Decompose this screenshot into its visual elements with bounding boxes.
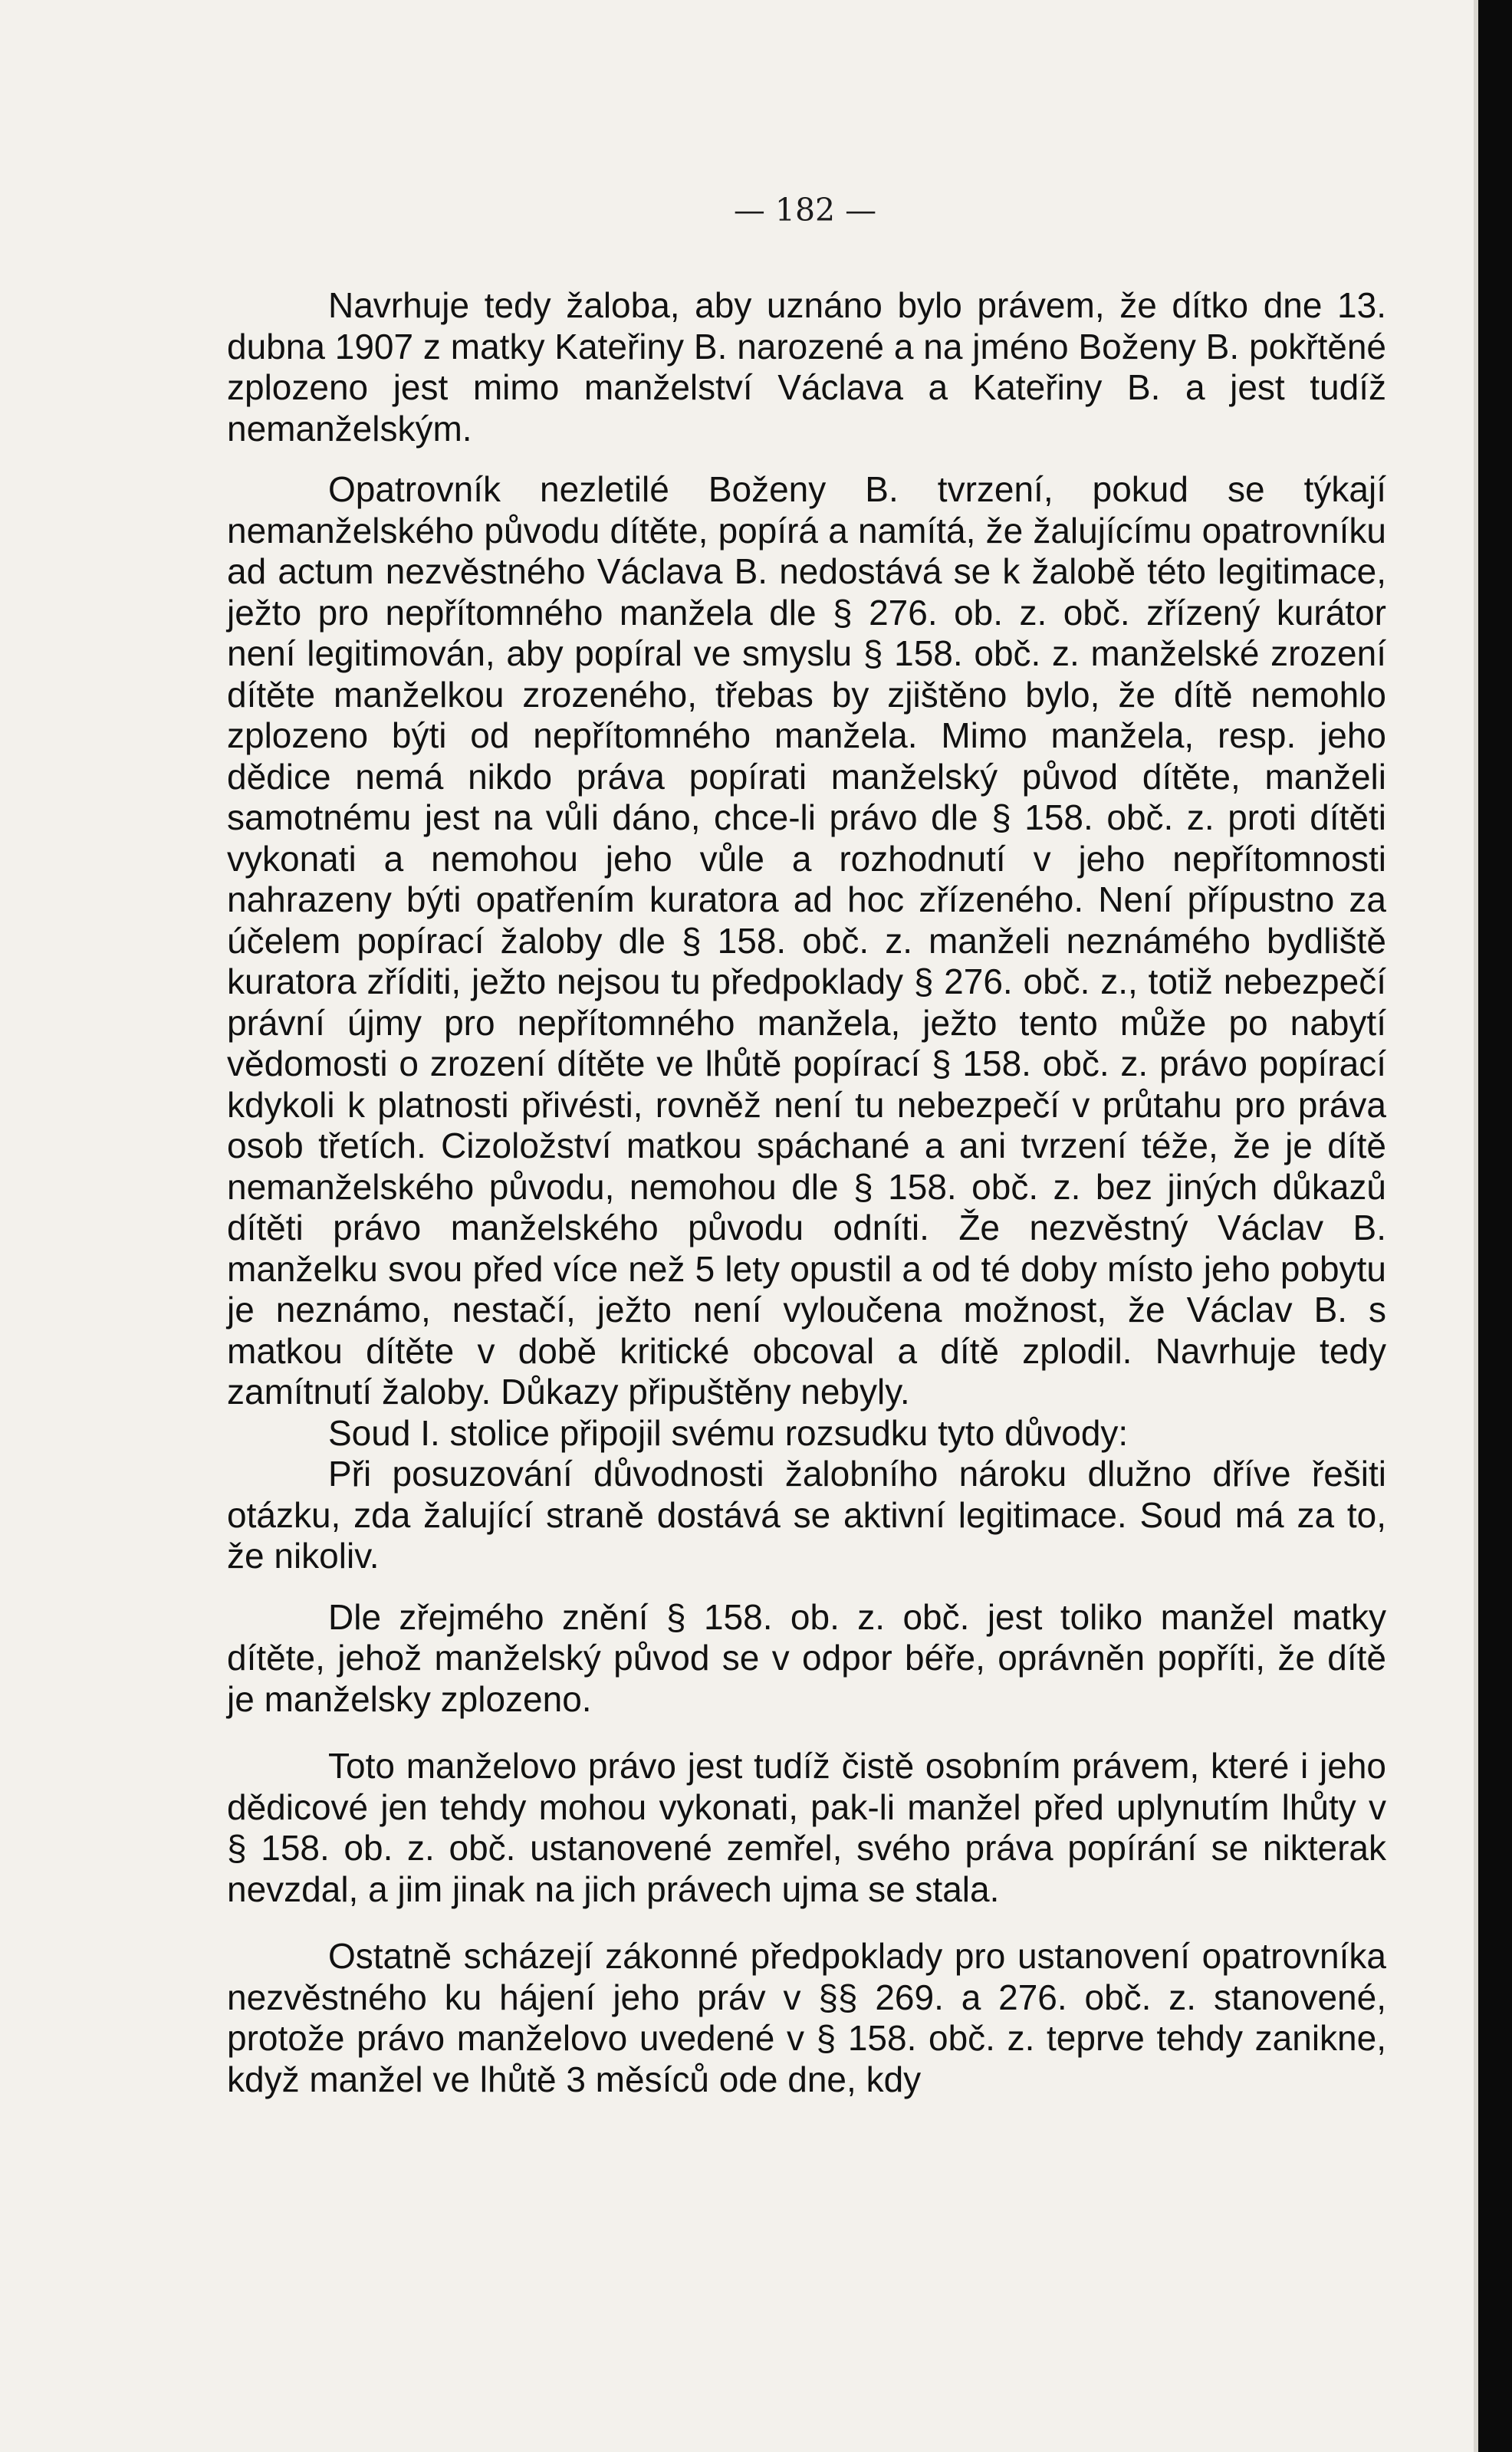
paragraph-7: Ostatně scházejí zákonné předpoklady pro ustanovení opatrovníka nezvěstného ku hájení jeho práv v §§ 269. a 276. obč. z. stanovené, protože právo manželovo uvedené v § 158. obč. z. teprve tehdy zanikne, když manžel ve lhůtě 3 měsíců ode dne, kdy (227, 1936, 1386, 2099)
paragraph-5: Dle zřejmého znění § 158. ob. z. obč. jest toliko manžel matky dítěte, jehož manželský původ se v odpor béře, oprávněn popříti, že dítě je manželsky zplozeno. (227, 1596, 1386, 1719)
paragraph-3: Soud I. stolice připojil svému rozsudku tyto důvody: (328, 1412, 1129, 1453)
body-text (227, 285, 1386, 2100)
paragraph-6: Toto manželovo právo jest tudíž čistě osobním právem, které i jeho dědicové jen tehdy mohou vykonati, pak-li manžel před uplynutím lhůty v § 158. ob. z. obč. ustanovené zemřel, svého práva popírání se nikterak nevzdal, a jim jinak na jich právech ujma se stala. (227, 1746, 1386, 1909)
page-number: — 182 — (733, 192, 877, 228)
paragraph-1: Navrhuje tedy žaloba, aby uznáno bylo právem, že dítko dne 13. dubna 1907 z matky Kateřiny B. narozené a na jméno Boženy B. pokřtěné zplozeno jest mimo manželství Václava a Kateřiny B. a jest tudíž nemanželským. (227, 285, 1386, 449)
paragraph-4: Při posuzování důvodnosti žalobního nároku dlužno dříve řešiti otázku, zda žalující straně dostává se aktivní legitimace. Soud má za to, že nikoliv. (227, 1454, 1386, 1576)
paragraph-2: Opatrovník nezletilé Boženy B. tvrzení, pokud se týkají nemanželského původu dítěte, popírá a namítá, že žalujícímu opatrovníku ad actum nezvěstného Václava B. nedostává se k žalobě této legitimace, ježto pro nepřítomného manžela dle § 276. ob. z. obč. zřízený kurátor není legitimován, aby popíral ve smyslu § 158. obč. z. manželské zrození dítěte manželkou zrozeného, třebas by zjištěno bylo, že dítě nemohlo zplozeno býti od nepřítomného manžela. Mimo manžela, resp. jeho dědice nemá nikdo práva popírati manželský původ dítěte, manželi samotnému jest na vůli dáno, chce-li právo dle § 158. obč. z. proti dítěti vykonati a nemohou jeho vůle a rozhodnutí v jeho nepřítomnosti nahrazeny býti opatřením kuratora ad hoc zřízeného. Není přípustno za účelem popírací žaloby dle § 158. obč. z. manželi neznámého bydliště kuratora zříditi, ježto nejsou tu předpoklady § 276. obč. z., totiž nebezpečí právní újmy pro nepřítomného manžela, ježto tento může po nabytí vědomosti o zrození dítěte ve lhůtě popírací § 158. obč. z. právo popírací kdykoli k platnosti přivésti, rovněž není tu nebezpečí v průtahu pro práva osob třetích. Cizoložství matkou spáchané a ani tvrzení téže, že je dítě nemanželského původu, nemohou dle § 158. obč. z. bez jiných důkazů dítěti právo manželského původu odníti. Že nezvěstný Václav B. manželku svou před více než 5 lety opustil a od té doby místo jeho pobytu je neznámo, nestačí, ježto není vyloučena možnost, že Václav B. s matkou dítěte v době kritické obcoval a dítě zplodil. Navrhuje tedy zamítnutí žaloby. Důkazy připuštěny nebyly. (227, 469, 1386, 1412)
